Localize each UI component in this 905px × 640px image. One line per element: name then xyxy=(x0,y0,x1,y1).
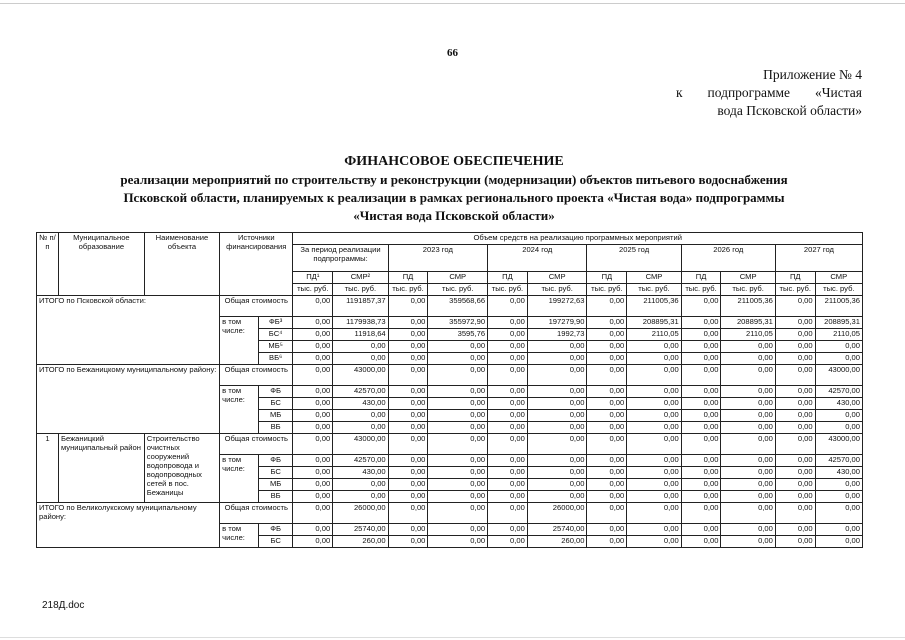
header-unit: тыс. руб. xyxy=(428,284,488,296)
value-cell: 0,00 xyxy=(681,317,721,329)
table-row xyxy=(37,434,863,455)
value-cell: 0,00 xyxy=(293,536,333,548)
value-cell: 0,00 xyxy=(681,524,721,536)
value-cell: 0,00 xyxy=(388,296,428,317)
value-cell: 0,00 xyxy=(428,491,488,503)
value-cell: 0,00 xyxy=(388,434,428,455)
header-year-2024: 2024 год xyxy=(488,245,587,272)
source-code: ВБ xyxy=(258,422,293,434)
value-cell: 0,00 xyxy=(488,296,528,317)
value-cell: 0,00 xyxy=(721,353,775,365)
value-cell: 0,00 xyxy=(333,479,388,491)
value-cell: 0,00 xyxy=(587,503,627,524)
value-cell: 0,00 xyxy=(488,479,528,491)
value-cell: 0,00 xyxy=(721,455,775,467)
value-cell: 0,00 xyxy=(721,434,775,455)
value-cell: 0,00 xyxy=(587,296,627,317)
value-cell: 0,00 xyxy=(775,329,815,341)
value-cell: 0,00 xyxy=(293,434,333,455)
value-cell: 0,00 xyxy=(681,341,721,353)
value-cell: 0,00 xyxy=(428,422,488,434)
value-cell: 430,00 xyxy=(815,398,862,410)
source-code: БС xyxy=(258,536,293,548)
header-smr: СМР xyxy=(527,272,587,284)
header-pd: ПД xyxy=(488,272,528,284)
value-cell: 0,00 xyxy=(721,536,775,548)
value-cell: 0,00 xyxy=(527,341,587,353)
value-cell: 0,00 xyxy=(527,410,587,422)
value-cell: 0,00 xyxy=(428,434,488,455)
value-cell: 0,00 xyxy=(388,410,428,422)
group-label: ИТОГО по Великолукскому муниципальному району: xyxy=(37,503,220,548)
appendix-line-2: к подпрограмме «Чистая xyxy=(676,85,862,100)
value-cell: 211005,36 xyxy=(815,296,862,317)
value-cell: 0,00 xyxy=(488,329,528,341)
source-total: Общая стоимость xyxy=(220,434,293,455)
header-unit: тыс. руб. xyxy=(627,284,681,296)
value-cell: 1191857,37 xyxy=(333,296,388,317)
value-cell: 0,00 xyxy=(527,365,587,386)
value-cell: 0,00 xyxy=(721,503,775,524)
value-cell: 0,00 xyxy=(293,341,333,353)
value-cell: 0,00 xyxy=(775,422,815,434)
value-cell: 43000,00 xyxy=(333,365,388,386)
value-cell: 199272,63 xyxy=(527,296,587,317)
title-line-3: Псковской области, планируемых к реализации в рамках регионального проекта «Чистая вода» подпрограммы xyxy=(123,190,785,205)
value-cell: 0,00 xyxy=(388,536,428,548)
in-that-number-label: в том числе: xyxy=(220,317,259,365)
value-cell: 0,00 xyxy=(775,503,815,524)
object-cell: Строительство очистных сооружений водопровода и водопроводных сетей в пос. Бежаницы xyxy=(144,434,219,503)
value-cell: 0,00 xyxy=(527,386,587,398)
page-number: 66 xyxy=(447,47,458,59)
value-cell: 0,00 xyxy=(293,503,333,524)
value-cell: 0,00 xyxy=(428,536,488,548)
value-cell: 0,00 xyxy=(488,398,528,410)
header-smr: СМР xyxy=(815,272,862,284)
value-cell: 359568,66 xyxy=(428,296,488,317)
value-cell: 0,00 xyxy=(293,353,333,365)
value-cell: 0,00 xyxy=(293,296,333,317)
value-cell: 0,00 xyxy=(587,410,627,422)
financing-table xyxy=(36,232,863,548)
value-cell: 0,00 xyxy=(333,410,388,422)
value-cell: 0,00 xyxy=(775,467,815,479)
value-cell: 0,00 xyxy=(293,479,333,491)
value-cell: 0,00 xyxy=(488,365,528,386)
value-cell: 0,00 xyxy=(293,422,333,434)
source-code: ВБ⁶ xyxy=(258,353,293,365)
value-cell: 0,00 xyxy=(627,341,681,353)
value-cell: 0,00 xyxy=(527,398,587,410)
value-cell: 0,00 xyxy=(587,317,627,329)
header-unit: тыс. руб. xyxy=(721,284,775,296)
value-cell: 0,00 xyxy=(388,398,428,410)
value-cell: 0,00 xyxy=(333,422,388,434)
value-cell: 2110,05 xyxy=(627,329,681,341)
value-cell: 0,00 xyxy=(388,329,428,341)
value-cell: 0,00 xyxy=(488,434,528,455)
value-cell: 0,00 xyxy=(333,353,388,365)
value-cell: 0,00 xyxy=(815,524,862,536)
value-cell: 0,00 xyxy=(721,410,775,422)
value-cell: 0,00 xyxy=(293,410,333,422)
header-pd-total: ПД¹ xyxy=(293,272,333,284)
value-cell: 0,00 xyxy=(681,422,721,434)
value-cell: 0,00 xyxy=(293,386,333,398)
source-code: МБ⁵ xyxy=(258,341,293,353)
value-cell: 0,00 xyxy=(587,341,627,353)
value-cell: 0,00 xyxy=(488,491,528,503)
source-code: ФБ xyxy=(258,386,293,398)
value-cell: 0,00 xyxy=(721,365,775,386)
value-cell: 0,00 xyxy=(428,455,488,467)
value-cell: 0,00 xyxy=(775,479,815,491)
scan-edge-bottom xyxy=(0,637,905,638)
value-cell: 0,00 xyxy=(428,386,488,398)
header-year-2027: 2027 год xyxy=(775,245,862,272)
value-cell: 0,00 xyxy=(721,467,775,479)
value-cell: 0,00 xyxy=(388,455,428,467)
value-cell: 0,00 xyxy=(775,455,815,467)
header-unit: тыс. руб. xyxy=(527,284,587,296)
value-cell: 43000,00 xyxy=(815,434,862,455)
value-cell: 0,00 xyxy=(488,410,528,422)
header-smr-total: СМР² xyxy=(333,272,388,284)
value-cell: 0,00 xyxy=(388,353,428,365)
value-cell: 0,00 xyxy=(815,341,862,353)
value-cell: 0,00 xyxy=(627,479,681,491)
value-cell: 1179938,73 xyxy=(333,317,388,329)
value-cell: 43000,00 xyxy=(815,365,862,386)
value-cell: 0,00 xyxy=(627,467,681,479)
value-cell: 0,00 xyxy=(527,434,587,455)
value-cell: 0,00 xyxy=(587,491,627,503)
value-cell: 211005,36 xyxy=(627,296,681,317)
value-cell: 0,00 xyxy=(681,491,721,503)
value-cell: 0,00 xyxy=(775,353,815,365)
value-cell: 0,00 xyxy=(428,410,488,422)
value-cell: 430,00 xyxy=(333,467,388,479)
table-row xyxy=(37,296,863,317)
value-cell: 208895,31 xyxy=(627,317,681,329)
value-cell: 0,00 xyxy=(293,524,333,536)
value-cell: 0,00 xyxy=(388,317,428,329)
value-cell: 0,00 xyxy=(681,386,721,398)
value-cell: 25740,00 xyxy=(527,524,587,536)
header-smr: СМР xyxy=(428,272,488,284)
header-pd: ПД xyxy=(775,272,815,284)
in-that-number-label: в том числе: xyxy=(220,524,259,548)
value-cell: 0,00 xyxy=(627,365,681,386)
value-cell: 0,00 xyxy=(428,398,488,410)
source-code: МБ xyxy=(258,479,293,491)
value-cell: 0,00 xyxy=(627,434,681,455)
title-line-1: ФИНАНСОВОЕ ОБЕСПЕЧЕНИЕ xyxy=(344,154,564,169)
in-that-number-label: в том числе: xyxy=(220,386,259,434)
value-cell: 0,00 xyxy=(388,467,428,479)
value-cell: 0,00 xyxy=(488,467,528,479)
source-code: БС⁴ xyxy=(258,329,293,341)
row-number: 1 xyxy=(37,434,59,503)
value-cell: 0,00 xyxy=(627,410,681,422)
value-cell: 0,00 xyxy=(388,491,428,503)
value-cell: 0,00 xyxy=(587,353,627,365)
value-cell: 0,00 xyxy=(627,524,681,536)
value-cell: 208895,31 xyxy=(815,317,862,329)
value-cell: 355972,90 xyxy=(428,317,488,329)
municipality-cell: Бежаницкий муниципальный район xyxy=(58,434,144,503)
header-pd: ПД xyxy=(388,272,428,284)
source-code: ФБ³ xyxy=(258,317,293,329)
value-cell: 1992,73 xyxy=(527,329,587,341)
header-row-1 xyxy=(37,233,863,245)
source-code: МБ xyxy=(258,410,293,422)
appendix-note xyxy=(676,66,862,120)
value-cell: 0,00 xyxy=(815,422,862,434)
value-cell: 0,00 xyxy=(775,296,815,317)
value-cell: 0,00 xyxy=(527,353,587,365)
value-cell: 11918,64 xyxy=(333,329,388,341)
value-cell: 0,00 xyxy=(388,386,428,398)
value-cell: 0,00 xyxy=(627,386,681,398)
value-cell: 42570,00 xyxy=(333,455,388,467)
value-cell: 0,00 xyxy=(388,365,428,386)
value-cell: 0,00 xyxy=(627,536,681,548)
value-cell: 0,00 xyxy=(488,524,528,536)
value-cell: 0,00 xyxy=(721,479,775,491)
header-pd: ПД xyxy=(681,272,721,284)
header-smr: СМР xyxy=(627,272,681,284)
value-cell: 0,00 xyxy=(428,341,488,353)
value-cell: 0,00 xyxy=(488,536,528,548)
value-cell: 0,00 xyxy=(428,479,488,491)
value-cell: 0,00 xyxy=(527,491,587,503)
header-municipality: Муниципальное образование xyxy=(58,233,144,296)
document-title xyxy=(40,152,868,225)
value-cell: 0,00 xyxy=(627,422,681,434)
value-cell: 0,00 xyxy=(587,524,627,536)
header-unit: тыс. руб. xyxy=(293,284,333,296)
value-cell: 0,00 xyxy=(527,479,587,491)
value-cell: 211005,36 xyxy=(721,296,775,317)
value-cell: 0,00 xyxy=(428,524,488,536)
value-cell: 0,00 xyxy=(587,479,627,491)
value-cell: 0,00 xyxy=(293,491,333,503)
value-cell: 0,00 xyxy=(681,296,721,317)
value-cell: 0,00 xyxy=(488,422,528,434)
value-cell: 43000,00 xyxy=(333,434,388,455)
header-unit: тыс. руб. xyxy=(587,284,627,296)
value-cell: 0,00 xyxy=(721,386,775,398)
value-cell: 0,00 xyxy=(293,329,333,341)
value-cell: 0,00 xyxy=(775,386,815,398)
footer-filename: 218Д.doc xyxy=(42,600,85,611)
value-cell: 0,00 xyxy=(428,353,488,365)
value-cell: 0,00 xyxy=(527,467,587,479)
value-cell: 26000,00 xyxy=(333,503,388,524)
source-code: ФБ xyxy=(258,455,293,467)
header-sources: Источники финансирования xyxy=(220,233,293,296)
value-cell: 0,00 xyxy=(587,329,627,341)
value-cell: 0,00 xyxy=(587,365,627,386)
value-cell: 0,00 xyxy=(527,422,587,434)
value-cell: 0,00 xyxy=(488,386,528,398)
value-cell: 0,00 xyxy=(815,491,862,503)
header-pd: ПД xyxy=(587,272,627,284)
value-cell: 2110,05 xyxy=(815,329,862,341)
value-cell: 0,00 xyxy=(627,398,681,410)
value-cell: 0,00 xyxy=(775,491,815,503)
value-cell: 0,00 xyxy=(388,524,428,536)
group-label: ИТОГО по Бежаницкому муниципальному району: xyxy=(37,365,220,434)
header-smr: СМР xyxy=(721,272,775,284)
value-cell: 260,00 xyxy=(333,536,388,548)
value-cell: 0,00 xyxy=(388,503,428,524)
header-year-2025: 2025 год xyxy=(587,245,681,272)
value-cell: 0,00 xyxy=(627,503,681,524)
value-cell: 0,00 xyxy=(293,398,333,410)
value-cell: 0,00 xyxy=(815,353,862,365)
value-cell: 0,00 xyxy=(815,503,862,524)
value-cell: 0,00 xyxy=(587,536,627,548)
value-cell: 0,00 xyxy=(775,434,815,455)
value-cell: 0,00 xyxy=(527,455,587,467)
title-line-4: «Чистая вода Псковской области» xyxy=(353,208,555,223)
value-cell: 0,00 xyxy=(627,353,681,365)
value-cell: 0,00 xyxy=(721,341,775,353)
value-cell: 0,00 xyxy=(488,455,528,467)
value-cell: 208895,31 xyxy=(721,317,775,329)
source-total: Общая стоимость xyxy=(220,365,293,386)
header-unit: тыс. руб. xyxy=(488,284,528,296)
value-cell: 0,00 xyxy=(627,491,681,503)
value-cell: 0,00 xyxy=(333,341,388,353)
value-cell: 0,00 xyxy=(333,491,388,503)
value-cell: 0,00 xyxy=(681,365,721,386)
value-cell: 0,00 xyxy=(428,467,488,479)
value-cell: 0,00 xyxy=(681,329,721,341)
header-unit: тыс. руб. xyxy=(388,284,428,296)
value-cell: 2110,05 xyxy=(721,329,775,341)
value-cell: 430,00 xyxy=(815,467,862,479)
value-cell: 0,00 xyxy=(293,455,333,467)
value-cell: 0,00 xyxy=(587,422,627,434)
value-cell: 430,00 xyxy=(333,398,388,410)
title-line-2: реализации мероприятий по строительству и реконструкции (модернизации) объектов питьевого водоснабжения xyxy=(120,172,788,187)
value-cell: 0,00 xyxy=(388,479,428,491)
value-cell: 0,00 xyxy=(681,536,721,548)
value-cell: 0,00 xyxy=(815,536,862,548)
value-cell: 0,00 xyxy=(293,365,333,386)
value-cell: 0,00 xyxy=(775,341,815,353)
value-cell: 42570,00 xyxy=(815,386,862,398)
value-cell: 0,00 xyxy=(815,410,862,422)
value-cell: 0,00 xyxy=(681,455,721,467)
value-cell: 0,00 xyxy=(428,503,488,524)
value-cell: 0,00 xyxy=(681,467,721,479)
value-cell: 3595,76 xyxy=(428,329,488,341)
value-cell: 0,00 xyxy=(681,479,721,491)
value-cell: 0,00 xyxy=(587,467,627,479)
header-object: Наименование объекта xyxy=(144,233,219,296)
value-cell: 0,00 xyxy=(388,422,428,434)
header-unit: тыс. руб. xyxy=(681,284,721,296)
value-cell: 0,00 xyxy=(587,434,627,455)
value-cell: 0,00 xyxy=(293,317,333,329)
value-cell: 0,00 xyxy=(721,524,775,536)
header-period: За период реализации подпрограммы: xyxy=(293,245,388,272)
source-code: ФБ xyxy=(258,524,293,536)
value-cell: 0,00 xyxy=(721,422,775,434)
value-cell: 0,00 xyxy=(775,398,815,410)
value-cell: 0,00 xyxy=(775,536,815,548)
value-cell: 0,00 xyxy=(721,398,775,410)
value-cell: 197279,90 xyxy=(527,317,587,329)
header-unit: тыс. руб. xyxy=(775,284,815,296)
value-cell: 0,00 xyxy=(587,386,627,398)
source-code: БС xyxy=(258,398,293,410)
table-row xyxy=(37,365,863,386)
value-cell: 0,00 xyxy=(775,365,815,386)
value-cell: 0,00 xyxy=(681,434,721,455)
value-cell: 0,00 xyxy=(815,479,862,491)
source-total: Общая стоимость xyxy=(220,503,293,524)
value-cell: 0,00 xyxy=(587,455,627,467)
scan-edge-top xyxy=(0,3,905,4)
source-code: БС xyxy=(258,467,293,479)
value-cell: 42570,00 xyxy=(815,455,862,467)
header-unit: тыс. руб. xyxy=(333,284,388,296)
source-code: ВБ xyxy=(258,491,293,503)
header-unit: тыс. руб. xyxy=(815,284,862,296)
value-cell: 260,00 xyxy=(527,536,587,548)
value-cell: 0,00 xyxy=(293,467,333,479)
appendix-line-1: Приложение № 4 xyxy=(763,67,862,82)
value-cell: 26000,00 xyxy=(527,503,587,524)
header-year-2026: 2026 год xyxy=(681,245,775,272)
group-label: ИТОГО по Псковской области: xyxy=(37,296,220,365)
header-volume: Объем средств на реализацию программных мероприятий xyxy=(293,233,863,245)
value-cell: 0,00 xyxy=(488,317,528,329)
value-cell: 0,00 xyxy=(681,503,721,524)
value-cell: 0,00 xyxy=(681,410,721,422)
appendix-line-3: вода Псковской области» xyxy=(717,103,862,118)
value-cell: 0,00 xyxy=(775,317,815,329)
value-cell: 0,00 xyxy=(627,455,681,467)
header-num: № п/п xyxy=(37,233,59,296)
value-cell: 0,00 xyxy=(681,353,721,365)
value-cell: 0,00 xyxy=(388,341,428,353)
value-cell: 0,00 xyxy=(775,524,815,536)
value-cell: 0,00 xyxy=(587,398,627,410)
value-cell: 0,00 xyxy=(428,365,488,386)
in-that-number-label: в том числе: xyxy=(220,455,259,503)
value-cell: 0,00 xyxy=(488,353,528,365)
header-year-2023: 2023 год xyxy=(388,245,487,272)
source-total: Общая стоимость xyxy=(220,296,293,317)
value-cell: 42570,00 xyxy=(333,386,388,398)
value-cell: 0,00 xyxy=(488,503,528,524)
value-cell: 0,00 xyxy=(681,398,721,410)
value-cell: 0,00 xyxy=(488,341,528,353)
table-row xyxy=(37,503,863,524)
value-cell: 0,00 xyxy=(721,491,775,503)
value-cell: 0,00 xyxy=(775,410,815,422)
value-cell: 25740,00 xyxy=(333,524,388,536)
